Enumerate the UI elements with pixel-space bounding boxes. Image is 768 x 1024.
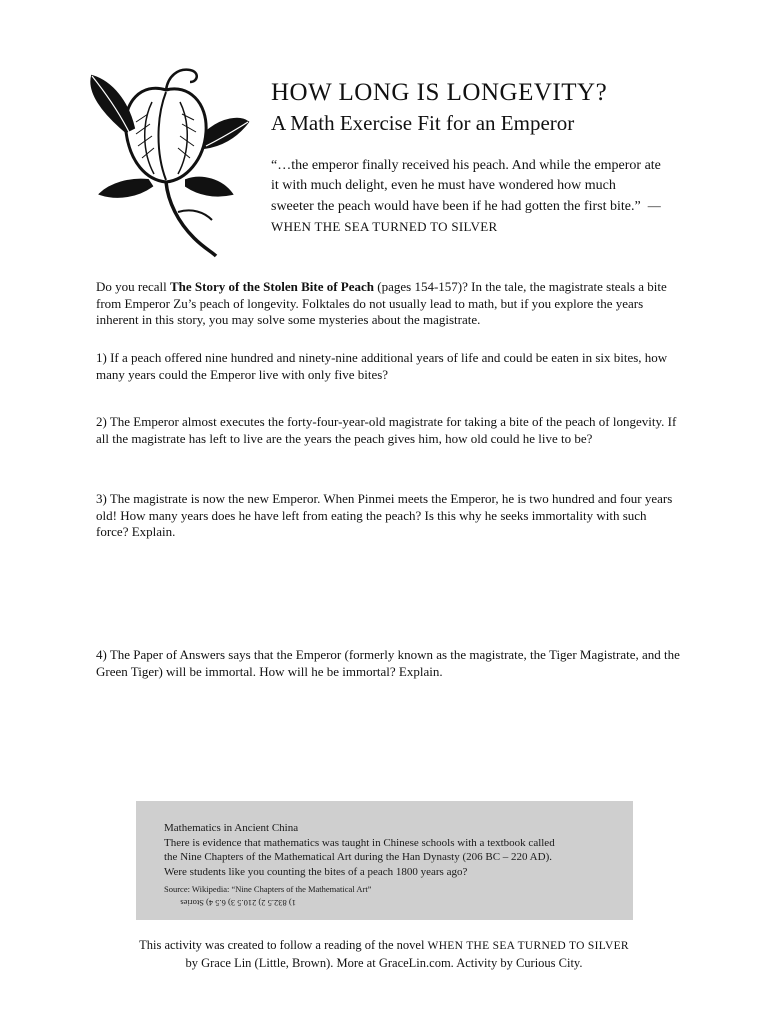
sidebar-box [136, 801, 633, 920]
page-subtitle: A Math Exercise Fit for an Emperor [271, 111, 575, 135]
question-4: 4) The Paper of Answers says that the Emperor (formerly known as the magistrate, the Tiger Magistrate, and the Green Tiger) will be immortal. How will he be immortal? Explain. [96, 647, 680, 679]
peach-blossom-illustration [82, 62, 250, 258]
epigraph [271, 156, 661, 238]
sidebar-body: There is evidence that mathematics was taught in Chinese schools with a textbook called the Nine Chapters of the Mathematical Art during the Han Dynasty (206 BC – 220 AD). Were students like you counting the bites of a peach 1800 years ago? [164, 836, 555, 878]
epigraph-source: —WHEN THE SEA TURNED TO SILVER [271, 198, 661, 234]
question-2: 2) The Emperor almost executes the forty-four-year-old magistrate for taking a bite of the peach of longevity. If all the magistrate has left to live are the years the peach gives him, how old could he live to be? [96, 414, 677, 446]
sidebar-source: Source: Wikipedia: “Nine Chapters of the Mathematical Art” [164, 884, 372, 894]
page-title: HOW LONG IS LONGEVITY? [271, 79, 608, 106]
epigraph-text: “…the emperor finally received his peach. And while the emperor ate it with much delight, even he must have wondered how much sweeter the peach would have been if he had gotten the first bite.” [271, 158, 661, 214]
intro-after: (pages 154-157)? In the tale, the magistrate steals a bite from Emperor Zu’s peach of longevity. Folktales do not usually lead to math, but if you explore the years inherent in this story, you may solve some mysteries about the magistrate. [96, 279, 667, 327]
question-1: 1) If a peach offered nine hundred and ninety-nine additional years of life and could be eaten in six bites, how many years could the Emperor live with only five bites? [96, 350, 668, 382]
story-title: The Story of the Stolen Bite of Peach [170, 279, 375, 294]
intro-before: Do you recall [96, 279, 171, 294]
footer-line2: by Grace Lin (Little, Brown). More at GraceLin.com. Activity by Curious City. [185, 956, 583, 970]
question-3: 3) The magistrate is now the new Emperor. When Pinmei meets the Emperor, he is two hundred and four years old! How many years does he have left from eating the peach? Is this why he seeks immortality with such force? Explain. [96, 491, 673, 539]
footer-novel-title: WHEN THE SEA TURNED TO SILVER [427, 940, 629, 952]
upside-down-answers: 1) 832.5 2) 210.5 3) 6.5 4) Stories [180, 898, 296, 908]
intro-paragraph [96, 279, 680, 329]
sidebar-title: Mathematics in Ancient China [164, 822, 299, 834]
footer [96, 937, 672, 972]
footer-line1: This activity was created to follow a reading of the novel [139, 938, 428, 952]
